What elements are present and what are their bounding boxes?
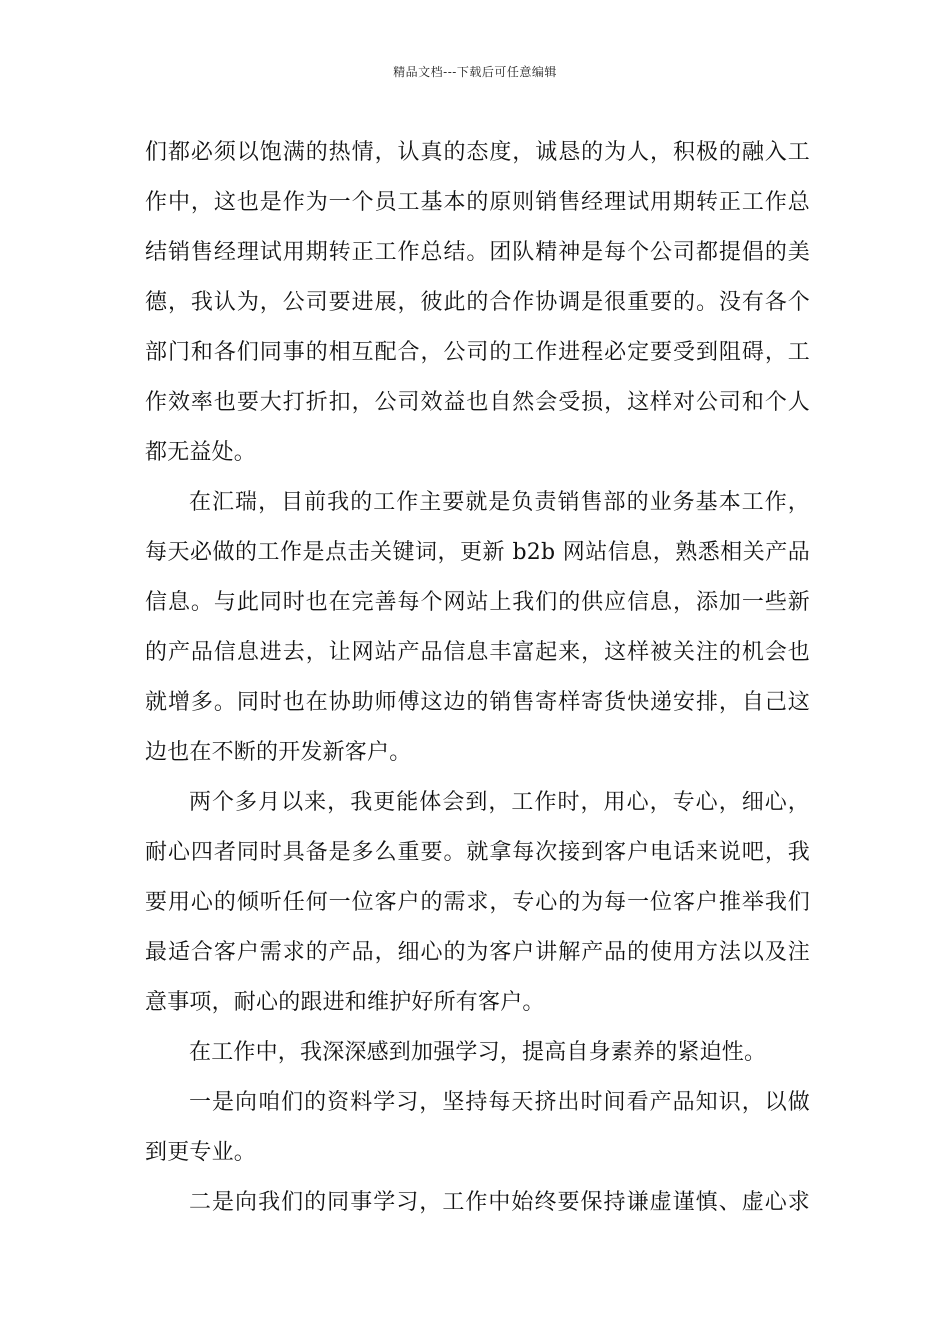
paragraph-6 <box>145 1178 810 1228</box>
text-line: 德，我认为，公司要进展，彼此的合作协调是很重要的。没有各个 <box>145 290 810 315</box>
text-line: 就增多。同时也在协助师傅这边的销售寄样寄货快递安排，自己这 <box>145 690 810 715</box>
text-line: 边也在不断的开发新客户。 <box>145 740 412 765</box>
text-line: 两个多月以来，我更能体会到，工作时，用心，专心，细心， <box>189 790 810 815</box>
text-line: 都无益处。 <box>145 440 257 465</box>
text-line: 作效率也要大打折扣，公司效益也自然会受损，这样对公司和个人 <box>145 390 810 415</box>
text-line: 在工作中，我深深感到加强学习，提高自身素养的紧迫性。 <box>189 1040 767 1065</box>
text-line: 每天必做的工作是点击关键词，更新 b2b 网站信息，熟悉相关产品 <box>145 540 810 565</box>
text-line: 的产品信息进去，让网站产品信息丰富起来，这样被关注的机会也 <box>145 640 810 665</box>
text-line: 信息。与此同时也在完善每个网站上我们的供应信息，添加一些新 <box>145 590 810 615</box>
paragraph-2 <box>145 478 810 778</box>
paragraph-5 <box>145 1078 810 1178</box>
text-line: 要用心的倾听任何一位客户的需求，专心的为每一位客户推举我们 <box>145 890 810 915</box>
text-line: 一是向咱们的资料学习，坚持每天挤出时间看产品知识，以做 <box>189 1090 810 1115</box>
text-line: 在汇瑞，目前我的工作主要就是负责销售部的业务基本工作， <box>189 490 810 515</box>
text-line: 们都必须以饱满的热情，认真的态度，诚恳的为人，积极的融入工 <box>145 140 810 165</box>
text-line: 二是向我们的同事学习，工作中始终要保持谦虚谨慎、虚心求 <box>189 1190 810 1215</box>
document-body <box>145 128 810 1228</box>
text-line: 到更专业。 <box>145 1140 257 1165</box>
paragraph-1 <box>145 128 810 478</box>
paragraph-3 <box>145 778 810 1028</box>
text-line: 部门和各们同事的相互配合，公司的工作进程必定要受到阻碍，工 <box>145 340 810 365</box>
text-line: 结销售经理试用期转正工作总结。团队精神是每个公司都提倡的美 <box>145 240 810 265</box>
paragraph-4 <box>145 1028 810 1078</box>
text-line: 耐心四者同时具备是多么重要。就拿每次接到客户电话来说吧，我 <box>145 840 810 865</box>
text-line: 作中，这也是作为一个员工基本的原则销售经理试用期转正工作总 <box>145 190 810 215</box>
text-line: 最适合客户需求的产品，细心的为客户讲解产品的使用方法以及注 <box>145 940 810 965</box>
page-header: 精品文档---下载后可任意编辑 <box>393 65 557 79</box>
text-line: 意事项，耐心的跟进和维护好所有客户。 <box>145 990 545 1015</box>
